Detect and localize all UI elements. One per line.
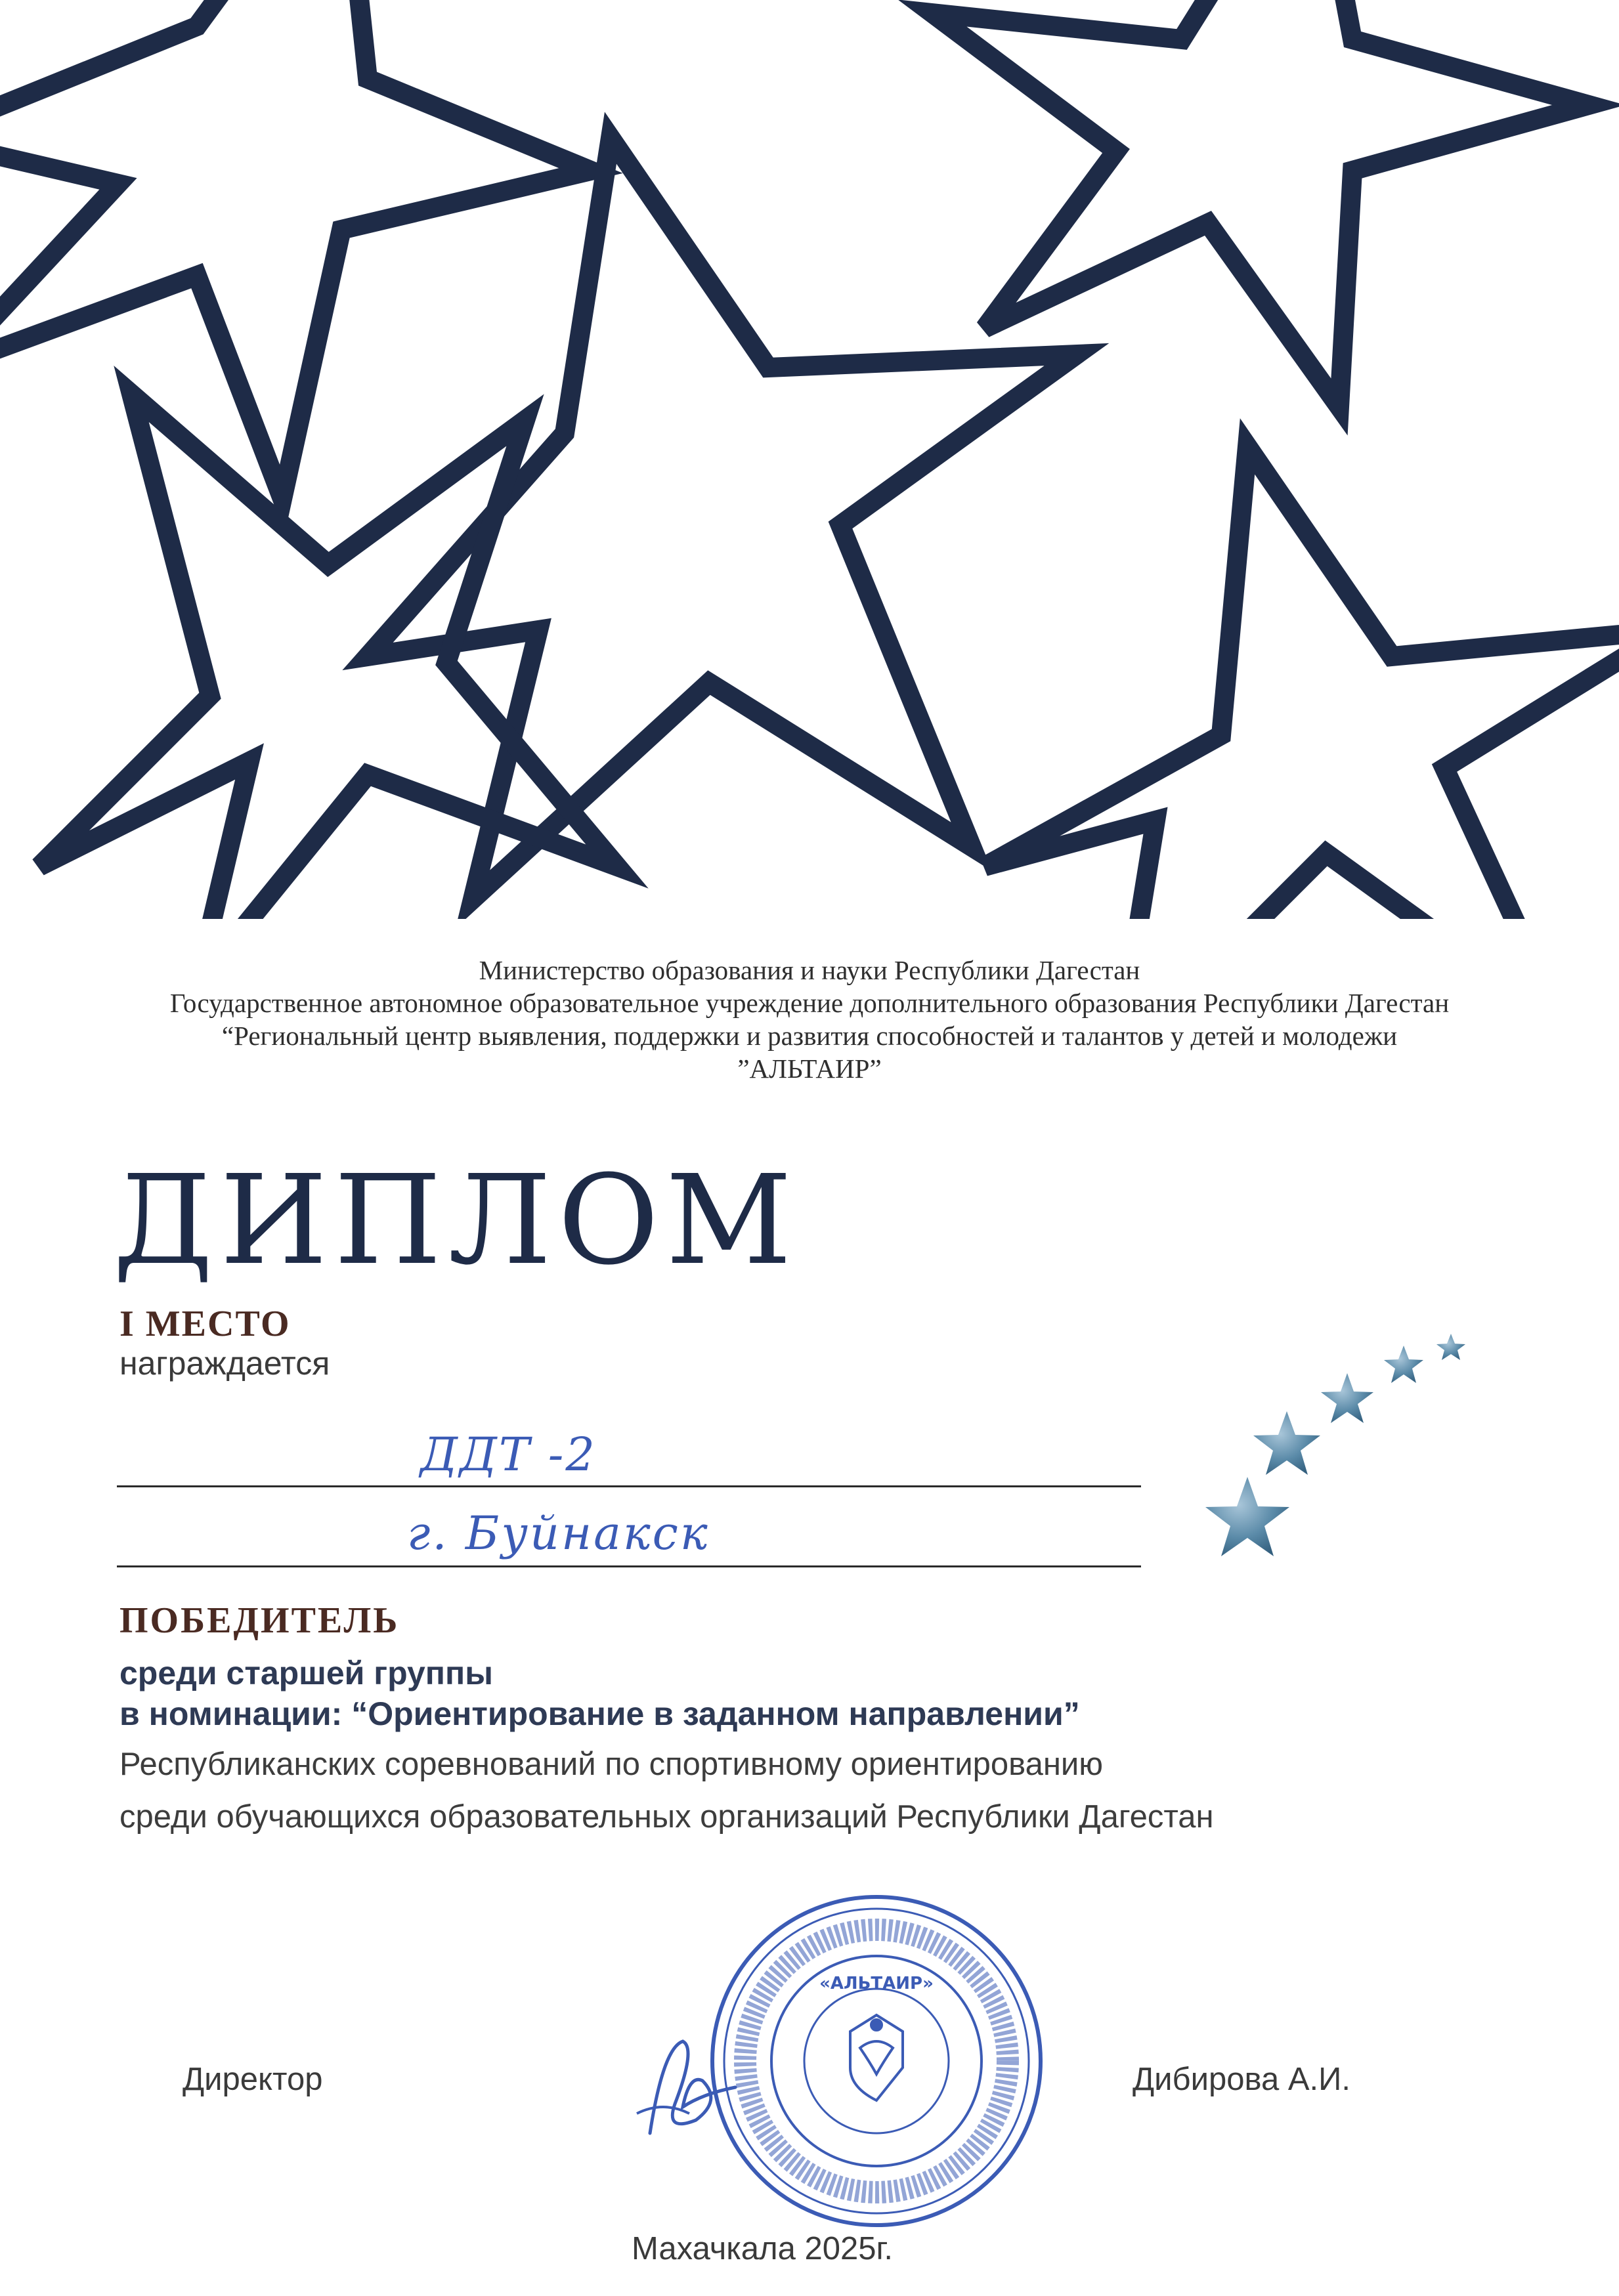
institution-line: Государственное автономное образовательное учреждение дополнительного образования Республики Дагестан (169, 988, 1450, 1018)
ministry-line: Министерство образования и науки Республики Дагестан (479, 955, 1140, 985)
group-line: среди старшей группы (119, 1655, 493, 1691)
decorative-stars-group (1175, 1326, 1490, 1575)
center-line: “Региональный центр выявления, поддержки и развития способностей и талантов у детей и молодежи (221, 1021, 1398, 1051)
director-position: Директор (183, 2062, 323, 2097)
winner-label: ПОБЕДИТЕЛЬ (119, 1600, 400, 1641)
deco-star-3-icon (1321, 1373, 1373, 1423)
deco-star-2-icon (1253, 1411, 1320, 1475)
recipient-line-1 (117, 1485, 1141, 1487)
star-outline-4 (985, 446, 1619, 925)
handwritten-signature (624, 2022, 755, 2153)
director-name: Дибирова А.И. (1133, 2062, 1350, 2097)
dagestan-emblem-icon (850, 2015, 903, 2100)
star-pattern-background (0, 0, 1619, 925)
star-outline-2 (368, 138, 1077, 899)
recipient-city-handwritten: г. Буйнакск (407, 1506, 710, 1560)
recipient-name-handwritten: ДДТ -2 (420, 1428, 597, 1481)
stamp-center-text: «АЛЬТАИР» (819, 1974, 934, 1993)
altair-line: ”АЛЬТАИР” (737, 1053, 882, 1084)
deco-star-5-icon (1436, 1334, 1465, 1360)
awarded-label: награждается (119, 1345, 330, 1382)
star-outline-3 (932, 0, 1589, 407)
competition-line-1: Республиканских соревнований по спортивному ориентированию (119, 1747, 1104, 1782)
diploma-title: ДИПЛОМ (113, 1149, 799, 1292)
nomination-line: в номинации: “Ориентирование в заданном направлении” (119, 1695, 1080, 1732)
recipient-line-2 (117, 1565, 1141, 1567)
deco-star-4-icon (1384, 1346, 1423, 1383)
deco-star-1-icon (1205, 1477, 1289, 1556)
place-label: I МЕСТО (119, 1304, 291, 1344)
star-outline-1 (0, 0, 591, 499)
footer-city-year: Махачкала 2025г. (632, 2231, 894, 2266)
official-stamp (706, 1890, 1047, 2232)
competition-line-2: среди обучающихся образовательных организаций Республики Дагестан (119, 1799, 1214, 1835)
